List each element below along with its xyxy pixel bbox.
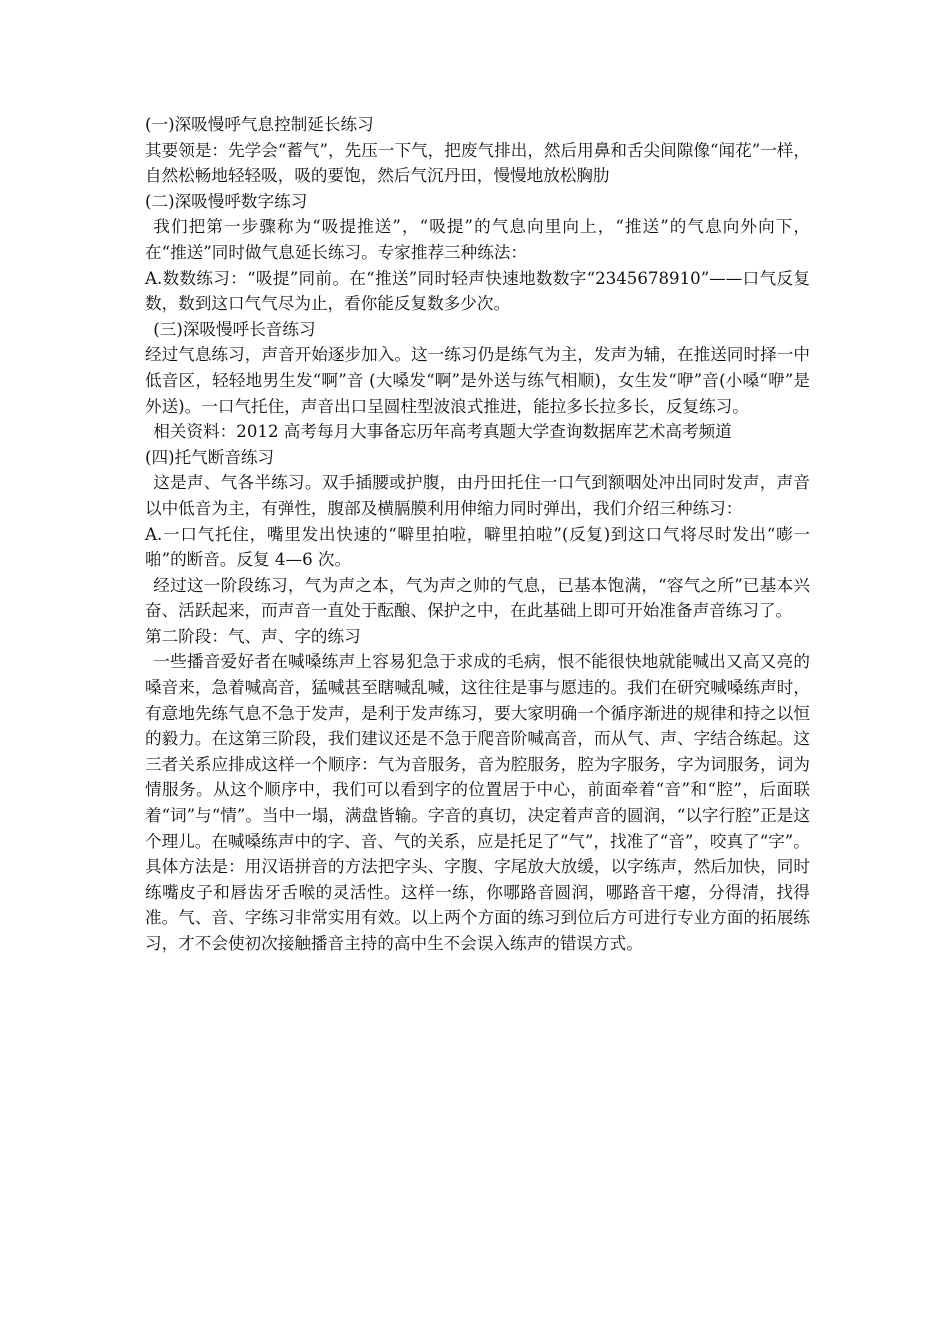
paragraph-counting-exercise: A.数数练习：“吸提”同前。在“推送”同时轻声快速地数数字“2345678910”——口气反复数，数到这口气气尽为止，看你能反复数多少次。	[145, 268, 810, 314]
paragraph-breath-essentials: 其要领是：先学会“蓄气”，先压一下气，把废气排出，然后用鼻和舌尖间隙像“闻花”一样，自然松畅地轻轻吸，吸的要饱，然后气沉丹田，慢慢地放松胸肋	[145, 140, 810, 186]
section-heading-4: (四)托气断音练习	[145, 447, 275, 467]
paragraph-stage-summary: 经过这一阶段练习，气为声之本，气为声之帅的气息，已基本饱满，“容气之所”已基本兴奋、活跃起来，而声音一直处于酝酿、保护之中，在此基础上即可开始准备声音练习了。	[145, 575, 810, 621]
section-heading-2: (二)深吸慢呼数字练习	[145, 191, 308, 211]
section-heading-1: (一)深吸慢呼气息控制延长练习	[145, 115, 374, 134]
paragraph-staccato-exercise: A.一口气托住，嘴里发出快速的“噼里拍啦，噼里拍啦”(反复)到这口气将尽时发出“嘭一啪”的断音。反复 4—6 次。	[145, 524, 810, 570]
section-heading-stage-two: 第二阶段：气、声、字的练习	[145, 626, 361, 646]
paragraph-staccato-intro: 这是声、气各半练习。双手插腰或护腹，由丹田托住一口气到额咽处冲出同时发声，声音以中低音为主，有弹性，腹部及横膈膜利用伸缩力同时弹出，我们介绍三种练习：	[145, 473, 810, 518]
paragraph-method: 具体方法是：用汉语拼音的方法把字头、字腹、字尾放大放缓，以字练声，然后加快，同时练嘴皮子和唇齿牙舌喉的灵活性。这样一练，你哪路音圆润，哪路音干瘪，分得清，找得准。气、音、字练习非常实用有效。以上两个方面的练习到位后方可进行专业方面的拓展练习，才不会使初次接触播音主持的高中生不会误入练声的错误方式。	[145, 857, 810, 953]
paragraph-related-resources: 相关资料：2012 高考每月大事备忘历年高考真题大学查询数据库艺术高考频道	[153, 422, 732, 442]
document-body	[145, 112, 810, 957]
section-heading-3: (三)深吸慢呼长音练习	[153, 319, 316, 339]
paragraph-inhale-push: 我们把第一步骤称为“吸提推送”，“吸提”的气息向里向上，“推送”的气息向外向下，在“推送”同时做气息延长练习。专家推荐三种练法：	[145, 217, 810, 262]
paragraph-long-tone: 经过气息练习，声音开始逐步加入。这一练习仍是练气为主，发声为辅，在推送同时择一中低音区，轻轻地男生发“啊”音 (大嗓发“啊”是外送与练气相顺)，女生发“咿”音(小嗓“咿”是外送)。一口气托住，声音出口呈圆柱型波浪式推进，能拉多长拉多长，反复练习。	[145, 345, 810, 416]
paragraph-voice-word-order: 一些播音爱好者在喊嗓练声上容易犯急于求成的毛病，恨不能很快地就能喊出又高又亮的嗓音来，急着喊高音，猛喊甚至瞎喊乱喊，这往往是事与愿违的。我们在研究喊嗓练声时，有意地先练气息不急于发声，是利于发声练习，要大家明确一个循序渐进的规律和持之以恒的毅力。在这第三阶段，我们建议还是不急于爬音阶喊高音，而从气、声、字结合练起。这三者关系应排成这样一个顺序：气为音服务，音为腔服务，腔为字服务，字为词服务，词为情服务。从这个顺序中，我们可以看到字的位置居于中心，前面牵着“音”和“腔”，后面联着“词”与“情”。当中一塌，满盘皆输。字音的真切，决定着声音的圆润，“以字行腔”正是这个理儿。在喊嗓练声中的字、音、气的关系，应是托足了“气”，找准了“音”，咬真了“字”。	[145, 652, 810, 851]
